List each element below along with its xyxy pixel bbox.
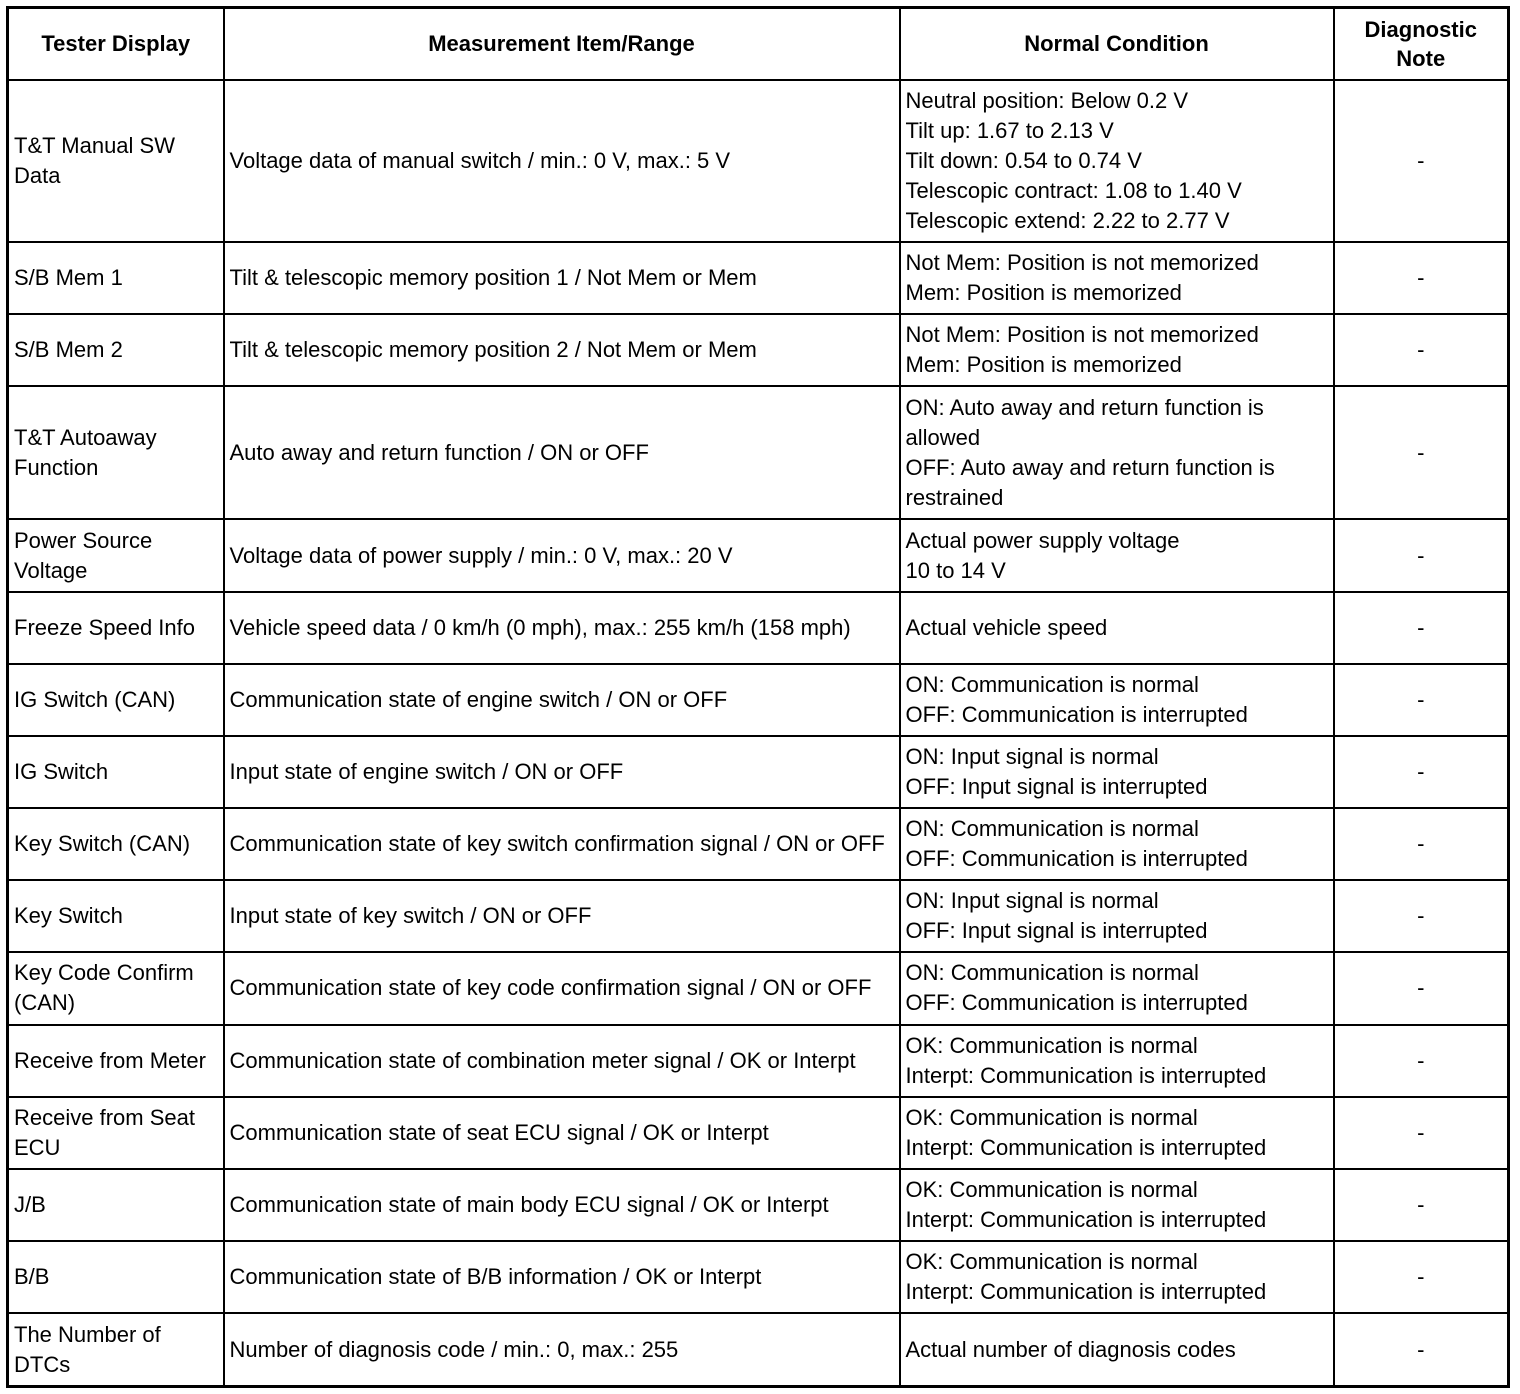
condition-line: Actual number of diagnosis codes [905, 1336, 1236, 1362]
measurement-item-cell: Communication state of key code confirmation signal / ON or OFF [224, 952, 900, 1024]
table-row [8, 736, 1509, 808]
table-row [8, 664, 1509, 736]
normal-condition-cell [900, 314, 1334, 386]
measurement-item-cell: Auto away and return function / ON or OFF [224, 386, 900, 519]
measurement-item-cell: Number of diagnosis code / min.: 0, max.: 255 [224, 1313, 900, 1386]
tester-display-cell: S/B Mem 1 [8, 242, 224, 314]
table-row [8, 1097, 1509, 1169]
diagnostic-note-cell: - [1334, 1025, 1509, 1097]
tester-display-cell: J/B [8, 1169, 224, 1241]
measurement-item-cell: Tilt & telescopic memory position 1 / Not Mem or Mem [224, 242, 900, 314]
measurement-item-cell: Communication state of combination meter signal / OK or Interpt [224, 1025, 900, 1097]
tester-display-cell: B/B [8, 1241, 224, 1313]
table-row [8, 1025, 1509, 1097]
condition-line: ON: Communication is normal [905, 816, 1199, 842]
condition-line: OFF: Input signal is interrupted [905, 918, 1208, 944]
measurement-item-cell: Communication state of engine switch / ON or OFF [224, 664, 900, 736]
normal-condition-cell [900, 1025, 1334, 1097]
diagnostic-note-cell: - [1334, 519, 1509, 591]
tester-display-cell: Receive from Meter [8, 1025, 224, 1097]
diagnostic-note-cell: - [1334, 736, 1509, 808]
normal-condition-cell [900, 386, 1334, 519]
condition-line: ON: Auto away and return function is allowed [905, 394, 1264, 450]
table-row [8, 880, 1509, 952]
normal-condition-cell [900, 880, 1334, 952]
tester-display-cell: T&T Autoaway Function [8, 386, 224, 519]
condition-line: Neutral position: Below 0.2 V [905, 87, 1188, 113]
tester-display-cell: Key Switch (CAN) [8, 808, 224, 880]
diagnostic-note-cell: - [1334, 80, 1509, 242]
condition-line: Interpt: Communication is interrupted [905, 1206, 1267, 1232]
condition-line: Interpt: Communication is interrupted [905, 1134, 1267, 1160]
tester-display-cell: Receive from Seat ECU [8, 1097, 224, 1169]
table-body [8, 80, 1509, 1387]
condition-line: OK: Communication is normal [905, 1176, 1198, 1202]
normal-condition-cell [900, 736, 1334, 808]
normal-condition-cell [900, 519, 1334, 591]
diagnostic-note-cell: - [1334, 386, 1509, 519]
header-diagnostic-note: Diagnostic Note [1334, 8, 1509, 80]
condition-line: OFF: Communication is interrupted [905, 846, 1248, 872]
condition-line: ON: Communication is normal [905, 671, 1199, 697]
diagnostic-note-cell: - [1334, 1313, 1509, 1386]
tester-display-cell: Key Code Confirm (CAN) [8, 952, 224, 1024]
normal-condition-cell [900, 1313, 1334, 1386]
diagnostic-note-cell: - [1334, 242, 1509, 314]
table-row [8, 1241, 1509, 1313]
tester-display-cell: Key Switch [8, 880, 224, 952]
table-row [8, 80, 1509, 242]
normal-condition-cell [900, 808, 1334, 880]
condition-line: Tilt down: 0.54 to 0.74 V [905, 147, 1142, 173]
measurement-item-cell: Communication state of B/B information / OK or Interpt [224, 1241, 900, 1313]
condition-line: OFF: Input signal is interrupted [905, 774, 1208, 800]
tester-display-cell: IG Switch [8, 736, 224, 808]
condition-line: Mem: Position is memorized [905, 352, 1182, 378]
condition-line: OK: Communication is normal [905, 1104, 1198, 1130]
tester-display-cell: S/B Mem 2 [8, 314, 224, 386]
condition-line: Actual power supply voltage [905, 527, 1180, 553]
normal-condition-cell [900, 592, 1334, 664]
diagnostic-note-cell: - [1334, 664, 1509, 736]
condition-line: OFF: Auto away and return function is restrained [905, 454, 1275, 510]
measurement-item-cell: Communication state of seat ECU signal / OK or Interpt [224, 1097, 900, 1169]
diagnostic-note-cell: - [1334, 592, 1509, 664]
measurement-item-cell: Communication state of main body ECU signal / OK or Interpt [224, 1169, 900, 1241]
normal-condition-cell [900, 664, 1334, 736]
condition-line: ON: Input signal is normal [905, 744, 1159, 770]
measurement-item-cell: Input state of key switch / ON or OFF [224, 880, 900, 952]
condition-line: OK: Communication is normal [905, 1032, 1198, 1058]
condition-line: ON: Input signal is normal [905, 888, 1159, 914]
condition-line: Interpt: Communication is interrupted [905, 1279, 1267, 1305]
normal-condition-cell [900, 242, 1334, 314]
table-row [8, 1169, 1509, 1241]
normal-condition-cell [900, 952, 1334, 1024]
condition-line: Tilt up: 1.67 to 2.13 V [905, 117, 1114, 143]
measurement-item-cell: Voltage data of power supply / min.: 0 V, max.: 20 V [224, 519, 900, 591]
table-row [8, 592, 1509, 664]
diagnostic-note-cell: - [1334, 880, 1509, 952]
measurement-item-cell: Vehicle speed data / 0 km/h (0 mph), max.: 255 km/h (158 mph) [224, 592, 900, 664]
measurement-item-cell: Communication state of key switch confirmation signal / ON or OFF [224, 808, 900, 880]
condition-line: Interpt: Communication is interrupted [905, 1062, 1267, 1088]
condition-line: OFF: Communication is interrupted [905, 701, 1248, 727]
table-row [8, 314, 1509, 386]
diagnostic-note-cell: - [1334, 1169, 1509, 1241]
table-row [8, 519, 1509, 591]
condition-line: OK: Communication is normal [905, 1249, 1198, 1275]
diagnostic-note-cell: - [1334, 1097, 1509, 1169]
condition-line: OFF: Communication is interrupted [905, 990, 1248, 1016]
diagnostic-note-cell: - [1334, 314, 1509, 386]
normal-condition-cell [900, 1241, 1334, 1313]
table-row [8, 952, 1509, 1024]
measurement-item-cell: Input state of engine switch / ON or OFF [224, 736, 900, 808]
header-row [8, 8, 1509, 80]
data-list-table [6, 6, 1510, 1388]
condition-line: Telescopic contract: 1.08 to 1.40 V [905, 177, 1242, 203]
table-row [8, 808, 1509, 880]
table-row [8, 242, 1509, 314]
tester-display-cell: Power Source Voltage [8, 519, 224, 591]
header-normal-condition: Normal Condition [900, 8, 1334, 80]
condition-line: Not Mem: Position is not memorized [905, 322, 1259, 348]
normal-condition-cell [900, 1097, 1334, 1169]
normal-condition-cell [900, 1169, 1334, 1241]
tester-display-cell: IG Switch (CAN) [8, 664, 224, 736]
table-row [8, 386, 1509, 519]
diagnostic-note-cell: - [1334, 808, 1509, 880]
tester-display-cell: The Number of DTCs [8, 1313, 224, 1386]
header-tester-display: Tester Display [8, 8, 224, 80]
condition-line: Mem: Position is memorized [905, 279, 1182, 305]
condition-line: ON: Communication is normal [905, 960, 1199, 986]
condition-line: Not Mem: Position is not memorized [905, 249, 1259, 275]
diagnostic-note-cell: - [1334, 1241, 1509, 1313]
condition-line: Actual vehicle speed [905, 614, 1108, 640]
header-measurement-item: Measurement Item/Range [224, 8, 900, 80]
normal-condition-cell [900, 80, 1334, 242]
diagnostic-note-cell: - [1334, 952, 1509, 1024]
tester-display-cell: T&T Manual SW Data [8, 80, 224, 242]
measurement-item-cell: Tilt & telescopic memory position 2 / Not Mem or Mem [224, 314, 900, 386]
measurement-item-cell: Voltage data of manual switch / min.: 0 V, max.: 5 V [224, 80, 900, 242]
condition-line: Telescopic extend: 2.22 to 2.77 V [905, 207, 1230, 233]
tester-display-cell: Freeze Speed Info [8, 592, 224, 664]
table-row [8, 1313, 1509, 1386]
condition-line: 10 to 14 V [905, 557, 1006, 583]
